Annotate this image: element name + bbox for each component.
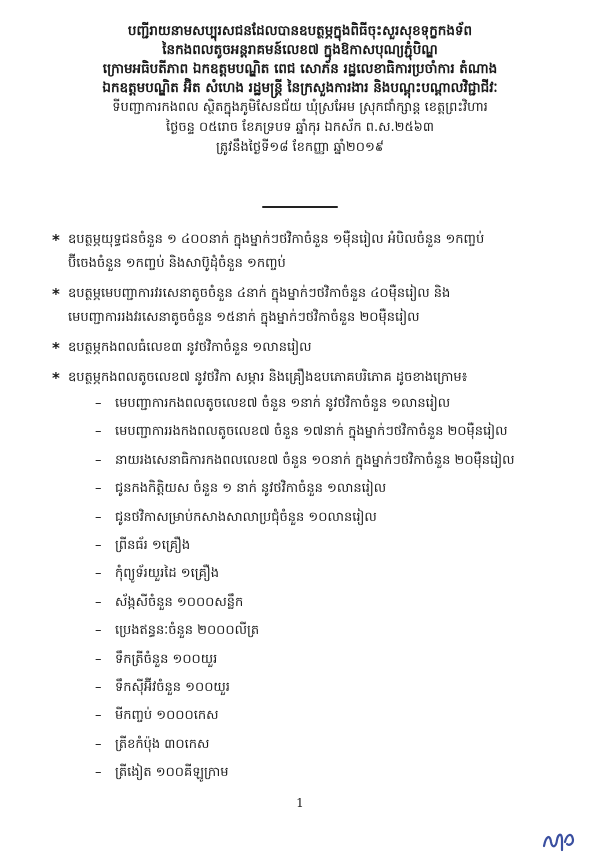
donation-list — [52, 228, 572, 396]
sub-item-text: មេបញ្ជាការកងពលតូចលេខ៧ ចំនួន ១នាក់ នូវថវិកាចំនួន ១លានរៀល — [115, 396, 451, 411]
bullet-icon: * — [52, 339, 60, 357]
list-item — [52, 366, 572, 390]
dash-icon: – — [95, 537, 102, 553]
bullet-icon: * — [52, 369, 60, 387]
dash-icon: – — [95, 765, 102, 781]
bullet-icon: * — [52, 231, 60, 249]
list-item-text: ឧបត្ថម្ភកងពលតូចលេខ៧ នូវថវិកា សម្ភារ និងគ្រឿងឧបភោគបរិភោគ ដូចខាងក្រោម៖ — [68, 370, 468, 385]
sub-item-text: ស័ង្កសីចំនួន ១០០០សន្លឹក — [115, 594, 244, 610]
sub-item-text: មេបញ្ជាការរងកងពលតូចលេខ៧ ចំនួន ១៧នាក់ ក្នុងម្នាក់ៗថវិកាចំនួន ២០ម៉ឺនរៀល — [115, 424, 508, 440]
sub-item — [95, 702, 565, 730]
sub-item — [95, 532, 565, 560]
sub-item-text: មីកញ្ចប់ ១០០០កេស — [115, 708, 219, 724]
document-header — [30, 22, 570, 158]
sub-item — [95, 390, 565, 418]
list-item — [52, 336, 572, 360]
header-solar-date: ត្រូវនឹងថ្ងៃទី១៨ ខែកញ្ញា ឆ្នាំ២០១៩ — [215, 140, 385, 155]
sub-item-text: ត្រីខកំប៉ុង ៣០កេស — [115, 736, 210, 752]
sub-item-text: ទឹកត្រីចំនួន ១០០យួរ — [115, 651, 218, 667]
sub-item — [95, 617, 565, 645]
sub-item-text: ជូនថវិកាសម្រាប់កសាងសាលាប្រជុំចំនួន ១០លានរៀល — [115, 509, 377, 525]
sub-item-text: ប្រេងឥន្ធនៈចំនួន ២០០០លីត្រ — [115, 623, 260, 639]
dash-icon: – — [95, 736, 102, 752]
sub-item — [95, 475, 565, 503]
handwritten-initials-icon — [538, 822, 578, 854]
sub-item — [95, 646, 565, 674]
sub-item — [95, 759, 565, 787]
sub-item-text: នាយរងសេនាធិការកងពលលេខ៧ ចំនួន ១០នាក់ ក្នុងម្នាក់ៗថវិកាចំនួន ២០ម៉ឺនរៀល — [115, 452, 515, 468]
sub-item — [95, 589, 565, 617]
header-divider — [262, 206, 338, 208]
sub-item — [95, 731, 565, 759]
dash-icon: – — [95, 623, 102, 639]
sub-item-text: កុំព្យូទ័រយួរដៃ ១គ្រឿង — [115, 566, 219, 582]
list-item-text: ឧបត្ថម្ភយុទ្ធជនចំនួន ១ ៤០០នាក់ ក្នុងម្នាក់ៗថវិកាចំនួន ១ម៉ឺនរៀល អំបិលចំនួន ១កញ្ចប់ — [68, 232, 485, 247]
sub-item-list — [95, 390, 565, 787]
sub-item — [95, 418, 565, 446]
list-item — [52, 228, 572, 276]
bullet-icon: * — [52, 285, 60, 303]
dash-icon: – — [95, 679, 102, 695]
header-title-line-4: ឯកឧត្តមបណ្ឌិត អ៊ិត សំហេង រដ្ឋមន្ត្រី នៃក្រសួងការងារ និងបណ្តុះបណ្តាលវិជ្ជាជីវៈ — [102, 80, 498, 96]
header-lunar-date: ថ្ងៃចន្ទ ០៥រោច ខែភទ្របទ ឆ្នាំកុរ ឯកស័ក ព.ស.២៥៦៣ — [166, 120, 434, 135]
sub-item-text: ទឹកស៊ីអ៊ីវចំនួន ១០០យួរ — [115, 679, 230, 695]
sub-item-text: ត្រីងៀត ១០០គីឡូក្រាម — [115, 765, 229, 781]
header-title-line-2: នៃកងពលតូចអន្តរាគមន៍លេខ៧ ក្នុងឱកាសបុណ្យភ្ជុំបិណ្ឌ — [162, 42, 438, 58]
list-item-text: មេបញ្ជាការរងវរសេនាតូចចំនួន ១៥នាក់ ក្នុងម្នាក់ៗថវិកាចំនួន ២០ម៉ឺនរៀល — [68, 310, 420, 325]
dash-icon: – — [95, 651, 102, 667]
dash-icon: – — [95, 509, 102, 525]
list-item — [52, 282, 572, 330]
header-title-line-3: ក្រោមអធិបតីភាព ឯកឧត្តមបណ្ឌិត ពេជ សោភ័ន រដ្ឋលេខាធិការប្រចាំការ តំណាង — [102, 61, 498, 77]
list-item-text: ឧបត្ថម្ភកងពលធំលេខ៣ នូវថវិកាចំនួន ១លានរៀល — [68, 340, 312, 355]
header-location: ទីបញ្ជាការកងពល ស្ថិតក្នុងភូមិសែនជ័យ ឃុំស្រអែម ស្រុកជាំក្សាន្ត ខេត្តព្រះវិហារ — [112, 100, 488, 115]
dash-icon: – — [95, 708, 102, 724]
dash-icon: – — [95, 481, 102, 497]
sub-item-text: ព្រីនធ័រ ១គ្រឿង — [115, 537, 191, 553]
sub-item — [95, 674, 565, 702]
dash-icon: – — [95, 424, 102, 440]
page-number: 1 — [296, 796, 304, 810]
header-title-line-1: បញ្ជីរាយនាមសប្បុរសជនដែលបានឧបត្ថម្ភក្នុងពិធីចុះសួរសុខទុក្ខកងទ័ព — [127, 23, 473, 39]
sub-item — [95, 504, 565, 532]
dash-icon: – — [95, 594, 102, 610]
list-item-text: ឧបត្ថម្ភមេបញ្ជាការវរសេនាតូចចំនួន ៤នាក់ ក្នុងម្នាក់ៗថវិកាចំនួន ៤០ម៉ឺនរៀល និង — [68, 286, 451, 301]
sub-item-text: ជូនកងកិត្តិយស ចំនួន ១ នាក់ នូវថវិកាចំនួន ១លានរៀល — [115, 481, 387, 497]
dash-icon: – — [95, 566, 102, 582]
list-item-text: ប៊ីចេងចំនួន ១កញ្ចប់ និងសាប៊ូដុំចំនួន ១កញ្ចប់ — [68, 256, 286, 271]
sub-item — [95, 447, 565, 475]
dash-icon: – — [95, 396, 102, 411]
dash-icon: – — [95, 452, 102, 468]
sub-item — [95, 560, 565, 588]
